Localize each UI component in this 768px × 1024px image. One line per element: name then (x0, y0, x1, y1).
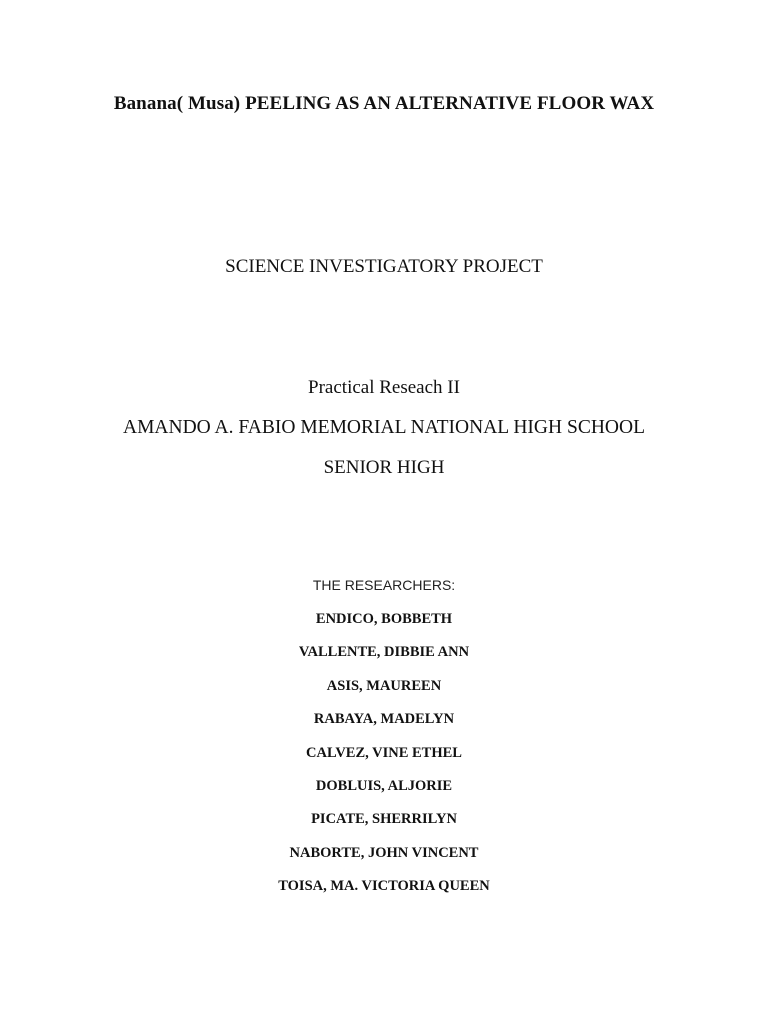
researcher-name: VALLENTE, DIBBIE ANN (298, 644, 470, 661)
course-name: Practical Reseach II (308, 377, 460, 398)
researcher-name: DOBLUIS, ALJORIE (315, 777, 453, 794)
researcher-name: ENDICO, BOBBETH (315, 611, 453, 627)
researcher-name: NABORTE, JOHN VINCENT (289, 844, 479, 861)
document-title: Banana( Musa) PEELING AS AN ALTERNATIVE FLOOR WAX (113, 93, 655, 114)
researcher-name: RABAYA, MADELYN (313, 711, 455, 728)
researcher-name: TOISA, MA. VICTORIA QUEEN (278, 878, 490, 895)
researcher-name: PICATE, SHERRILYN (311, 811, 457, 828)
researchers-list (0, 609, 768, 910)
school-name: AMANDO A. FABIO MEMORIAL NATIONAL HIGH SCHOOL (123, 417, 645, 438)
researcher-name: CALVEZ, VINE ETHEL (306, 744, 462, 761)
researchers-heading: THE RESEARCHERS: (312, 577, 456, 593)
researcher-name: ASIS, MAUREEN (326, 677, 442, 694)
school-level: SENIOR HIGH (323, 457, 445, 478)
document-subtitle: SCIENCE INVESTIGATORY PROJECT (225, 256, 543, 277)
